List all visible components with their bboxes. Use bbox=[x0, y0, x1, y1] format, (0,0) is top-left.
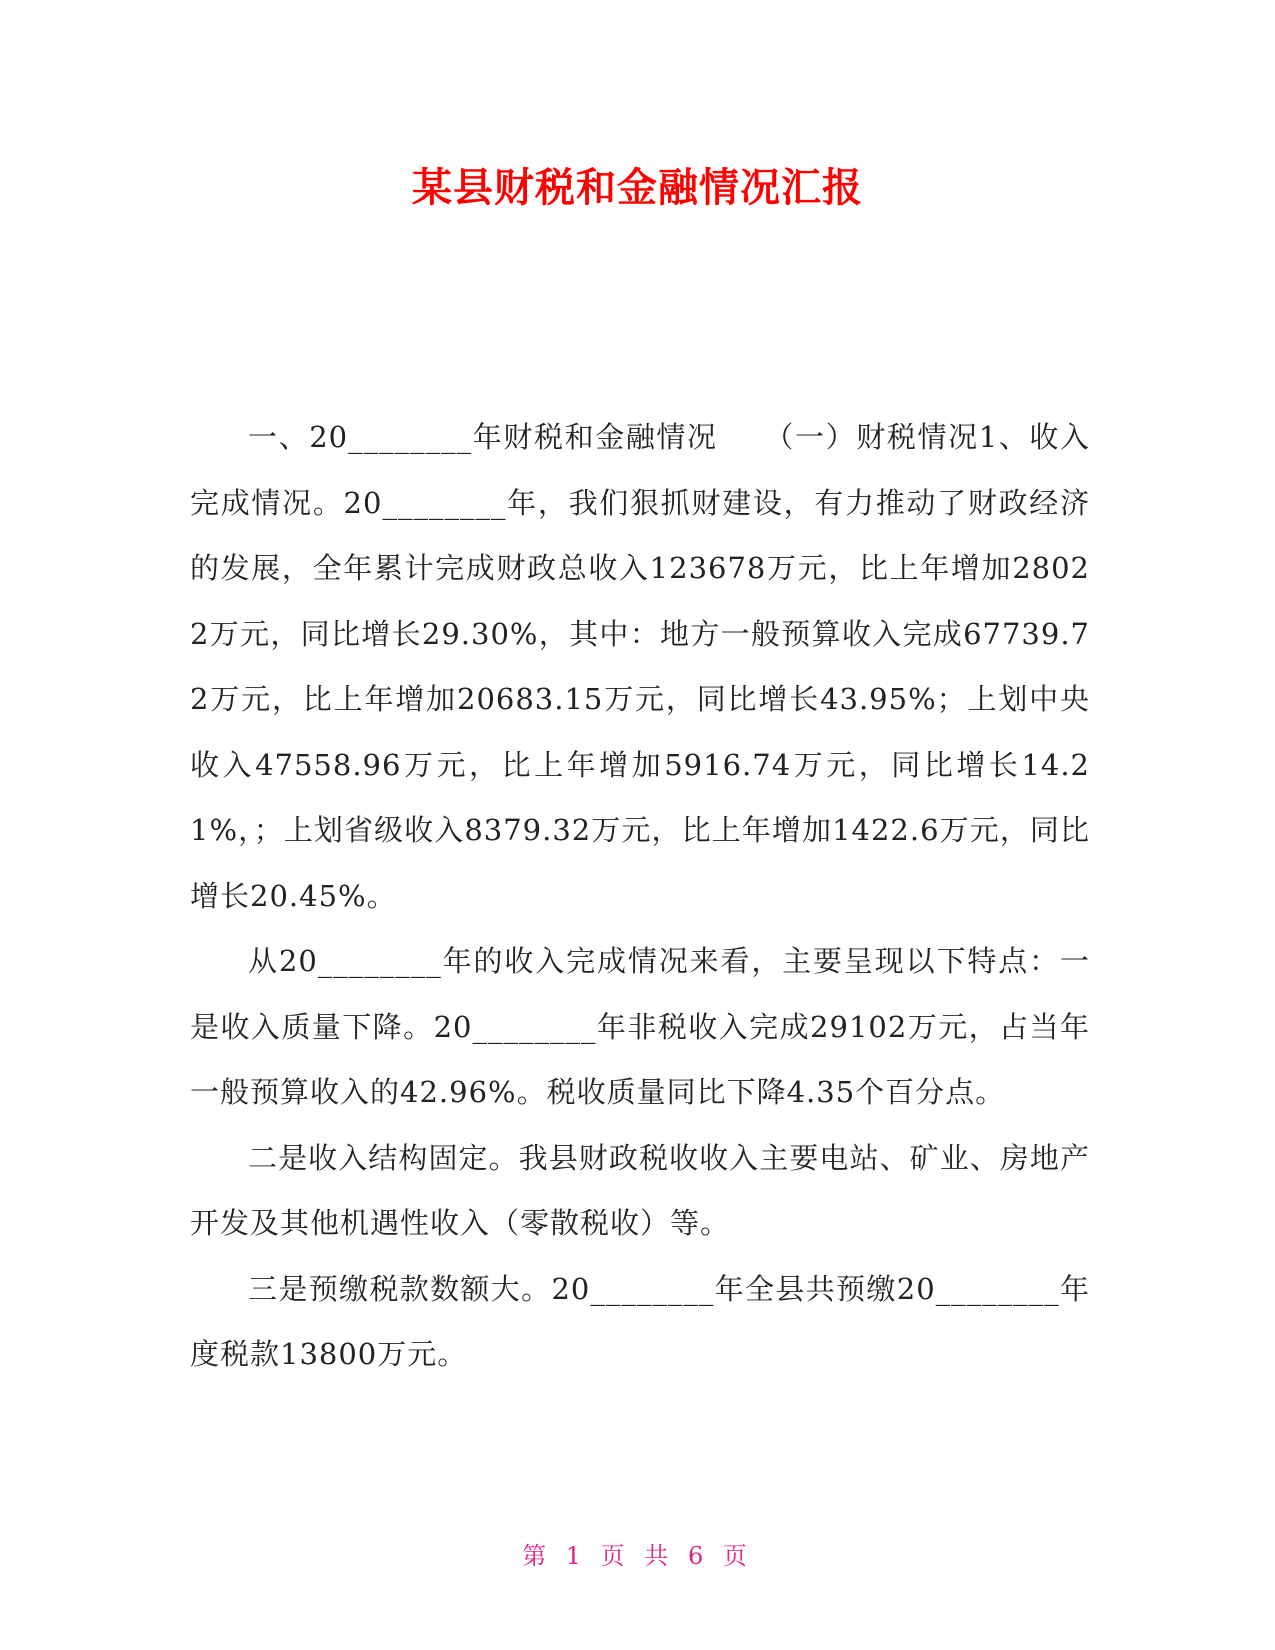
paragraph-revenue-overview: 一、20________年财税和金融情况 （一）财税情况1、收入完成情况。20________年，我们狠抓财建设，有力推动了财政经济的发展，全年累计完成财政总收入123678万元，比上年增加28022万元，同比增长29.30%，其中：地方一般预算收入完成67739.72万元，比上年增加20683.15万元，同比增长43.95%；上划中央收入47558.96万元，比上年增加5916.74万元，同比增长14.21%，；上划省级收入8379.32万元，比上年增加1422.6万元，同比增长20.45%。 bbox=[190, 420, 1090, 913]
document-body bbox=[190, 405, 1090, 1388]
page-footer: 第 1 页 共 6 页 bbox=[522, 1542, 753, 1570]
document-title: 某县财税和金融情况汇报 bbox=[412, 165, 863, 211]
paragraph-revenue-structure: 二是收入结构固定。我县财政税收收入主要电站、矿业、房地产开发及其他机遇性收入（零散税收）等。 bbox=[190, 1140, 1090, 1240]
paragraph-prepaid-tax: 三是预缴税款数额大。20________年全县共预缴20________年度税款13800万元。 bbox=[190, 1271, 1090, 1371]
paragraph-revenue-features: 从20________年的收入完成情况来看，主要呈现以下特点：一是收入质量下降。20________年非税收入完成29102万元，占当年一般预算收入的42.96%。税收质量同比下降4.35个百分点。 bbox=[190, 944, 1090, 1109]
